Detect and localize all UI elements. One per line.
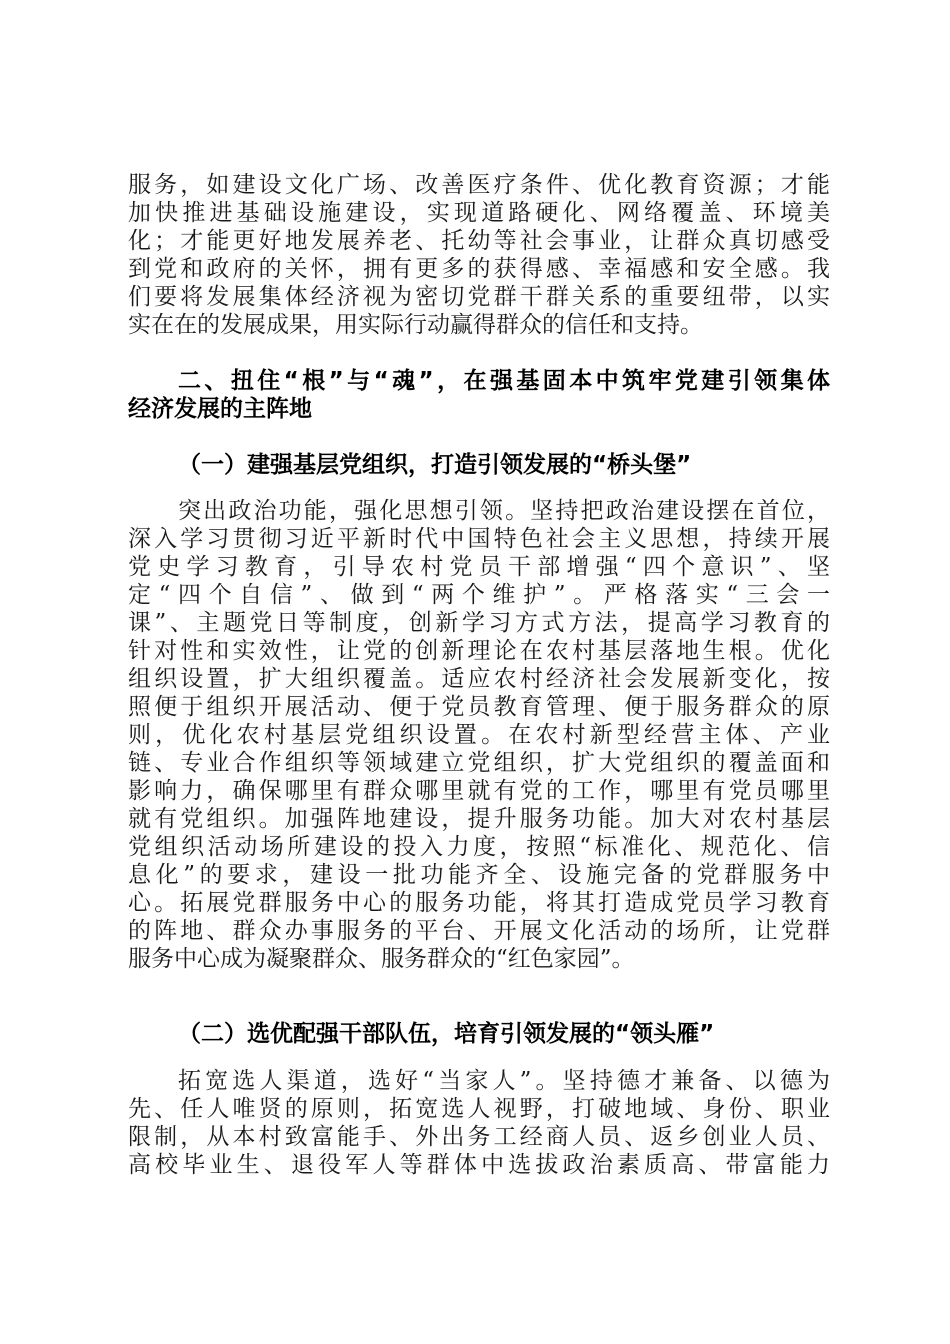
subsection-1-line-8: 照便于组织开展活动、便于党员教育管理、便于服务群众的原	[128, 694, 830, 720]
subsection-1-line-17: 服务中心成为凝聚群众、服务群众的“红色家园”。	[128, 946, 635, 972]
paragraph-1-line-4: 到党和政府的关怀，拥有更多的获得感、幸福感和安全感。我	[128, 256, 830, 282]
subsection-1-line-12: 就有党组织。加强阵地建设，提升服务功能。加大对农村基层	[128, 806, 830, 832]
paragraph-1-line-3: 化；才能更好地发展养老、托幼等社会事业，让群众真切感受	[128, 228, 830, 254]
subsection-1-line-5: 课”、主题党日等制度，创新学习方式方法，提高学习教育的	[128, 610, 830, 636]
subsection-1-line-3: 党史学习教育，引导农村党员干部增强“四个意识”、坚	[128, 554, 830, 580]
subsection-1-line-2: 深入学习贯彻习近平新时代中国特色社会主义思想，持续开展	[128, 526, 830, 552]
subsection-1-line-11: 影响力，确保哪里有群众哪里就有党的工作，哪里有党员哪里	[128, 778, 830, 804]
subsection-1-line-4: 定“四个自信”、做到“两个维护”。严格落实“三会一	[128, 582, 830, 608]
subsection-1-line-6: 针对性和实效性，让党的创新理论在农村基层落地生根。优化	[128, 638, 830, 664]
subsection-1-line-7: 组织设置，扩大组织覆盖。适应农村经济社会发展新变化，按	[128, 666, 830, 692]
paragraph-1-line-6: 实在在的发展成果，用实际行动赢得群众的信任和支持。	[128, 312, 703, 338]
paragraph-1-line-5: 们要将发展集体经济视为密切党群干群关系的重要纽带，以实	[128, 284, 830, 310]
subsection-2-line-3: 限制，从本村致富能手、外出务工经商人员、返乡创业人员、	[128, 1124, 830, 1150]
paragraph-1-line-2: 加快推进基础设施建设，实现道路硬化、网络覆盖、环境美	[128, 200, 830, 226]
subsection-1-line-1: 突出政治功能，强化思想引领。坚持把政治建设摆在首位，	[178, 498, 830, 524]
paragraph-1-line-1: 服务，如建设文化广场、改善医疗条件、优化教育资源；才能	[128, 172, 830, 198]
subsection-1-title: （一）建强基层党组织，打造引领发展的“桥头堡”	[178, 452, 692, 478]
section-2-title-line-1: 二、扭住“根”与“魂”，在强基固本中筑牢党建引领集体	[178, 368, 830, 394]
subsection-2-title: （二）选优配强干部队伍，培育引领发展的“领头雁”	[178, 1021, 715, 1047]
subsection-1-line-13: 党组织活动场所建设的投入力度，按照“标准化、规范化、信	[128, 834, 830, 860]
section-2-title-line-2: 经济发展的主阵地	[128, 396, 312, 422]
subsection-1-line-16: 的阵地、群众办事服务的平台、开展文化活动的场所，让党群	[128, 918, 830, 944]
subsection-1-line-10: 链、专业合作组织等领域建立党组织，扩大党组织的覆盖面和	[128, 750, 830, 776]
subsection-1-line-14: 息化”的要求，建设一批功能齐全、设施完备的党群服务中	[128, 862, 830, 888]
subsection-2-line-4: 高校毕业生、退役军人等群体中选拔政治素质高、带富能力	[128, 1152, 830, 1178]
subsection-2-line-2: 先、任人唯贤的原则，拓宽选人视野，打破地域、身份、职业	[128, 1096, 830, 1122]
subsection-2-line-1: 拓宽选人渠道，选好“当家人”。坚持德才兼备、以德为	[178, 1068, 830, 1094]
subsection-1-line-15: 心。拓展党群服务中心的服务功能，将其打造成党员学习教育	[128, 890, 830, 916]
subsection-1-line-9: 则，优化农村基层党组织设置。在农村新型经营主体、产业	[128, 722, 830, 748]
